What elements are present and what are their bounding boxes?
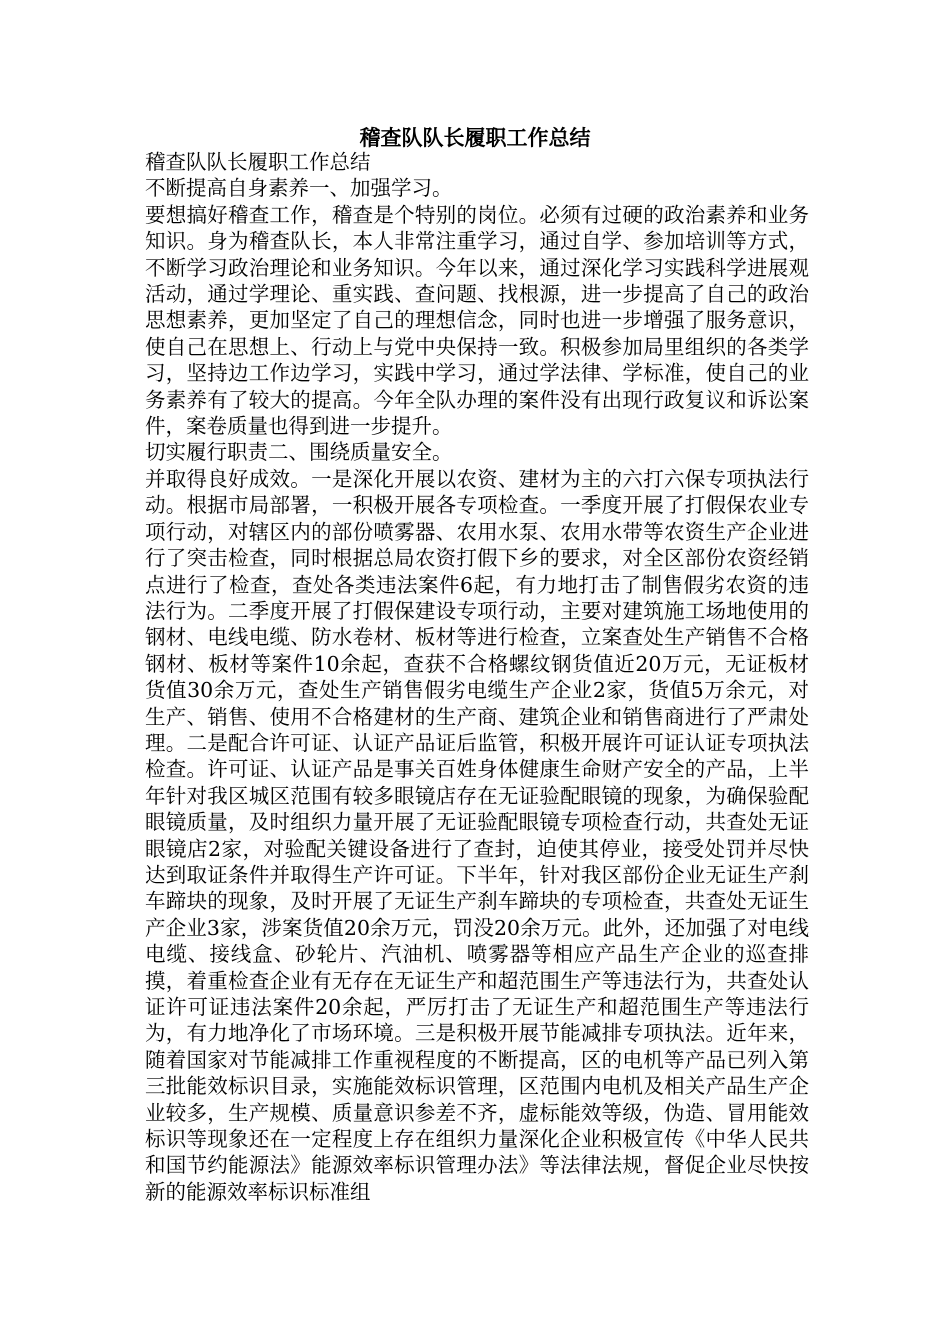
document-body bbox=[145, 149, 809, 1205]
document-title: 稽查队队长履职工作总结 bbox=[359, 125, 591, 150]
paragraph-heading-1: 不断提高自身素养一、加强学习。 bbox=[145, 176, 453, 201]
paragraph-enforcement: 并取得良好成效。一是深化开展以农资、建材为主的六打六保专项执法行动。根据市局部署，一积极开展各专项检查。一季度开展了打假保农业专项行动，对辖区内的部份喷雾器、农用水泵、农用水带等农资生产企业进行了突击检查，同时根据总局农资打假下乡的要求，对全区部份农资经销点进行了检查，查处各类违法案件6起，有力地打击了制售假劣农资的违法行为。二季度开展了打假保建设专项行动，主要对建筑施工场地使用的钢材、电线电缆、防水卷材、板材等进行检查，立案查处生产销售不合格钢材、板材等案件10余起，查获不合格螺纹钢货值近20万元，无证板材货值30余万元，查处生产销售假劣电缆生产企业2家，货值5万余元，对生产、销售、使用不合格建材的生产商、建筑企业和销售商进行了严肃处理。二是配合许可证、认证产品证后监管，积极开展许可证认证专项执法检查。许可证、认证产品是事关百姓身体健康生命财产安全的产品，上半年针对我区城区范围有较多眼镜店存在无证验配眼镜的现象，为确保验配眼镜质量，及时组织力量开展了无证验配眼镜专项检查行动，共查处无证眼镜店2家，对验配关键设备进行了查封，迫使其停业，接受处罚并尽快达到取证条件并取得生产许可证。下半年，针对我区部份企业无证生产刹车蹄块的现象，及时开展了无证生产刹车蹄块的专项检查，共查处无证生产企业3家，涉案货值20余万元，罚没20余万元。此外，还加强了对电线电缆、接线盒、砂轮片、汽油机、喷雾器等相应产品生产企业的巡查排摸，着重检查企业有无存在无证生产和超范围生产等违法行为，共查处认证许可证违法案件20余起，严厉打击了无证生产和超范围生产等违法行为，有力地净化了市场环境。三是积极开展节能减排专项执法。近年来，随着国家对节能减排工作重视程度的不断提高，区的电机等产品已列入第三批能效标识目录，实施能效标识管理，区范围内电机及相关产品生产企业较多，生产规模、质量意识参差不齐，虚标能效等级，伪造、冒用能效标识等现象还在一定程度上存在组织力量深化企业积极宣传《中华人民共和国节约能源法》能源效率标识管理办法》等法律法规，督促企业尽快按新的能源效率标识标准组 bbox=[145, 466, 809, 1204]
paragraph-heading-2: 切实履行职责二、围绕质量安全。 bbox=[145, 440, 453, 465]
paragraph-study: 要想搞好稽查工作，稽查是个特别的岗位。必须有过硬的政治素养和业务知识。身为稽查队长，本人非常注重学习，通过自学、参加培训等方式，不断学习政治理论和业务知识。今年以来，通过深化学习实践科学进展观活动，通过学理论、重实践、查问题、找根源，进一步提高了自己的政治思想素养，更加坚定了自己的理想信念，同时也进一步增强了服务意识，使自己在思想上、行动上与党中央保持一致。积极参加局里组织的各类学习，坚持边工作边学习，实践中学习，通过学法律、学标准，使自己的业务素养有了较大的提高。今年全队办理的案件没有出现行政复议和诉讼案件，案卷质量也得到进一步提升。 bbox=[145, 202, 809, 439]
paragraph-subtitle: 稽查队队长履职工作总结 bbox=[145, 150, 371, 174]
